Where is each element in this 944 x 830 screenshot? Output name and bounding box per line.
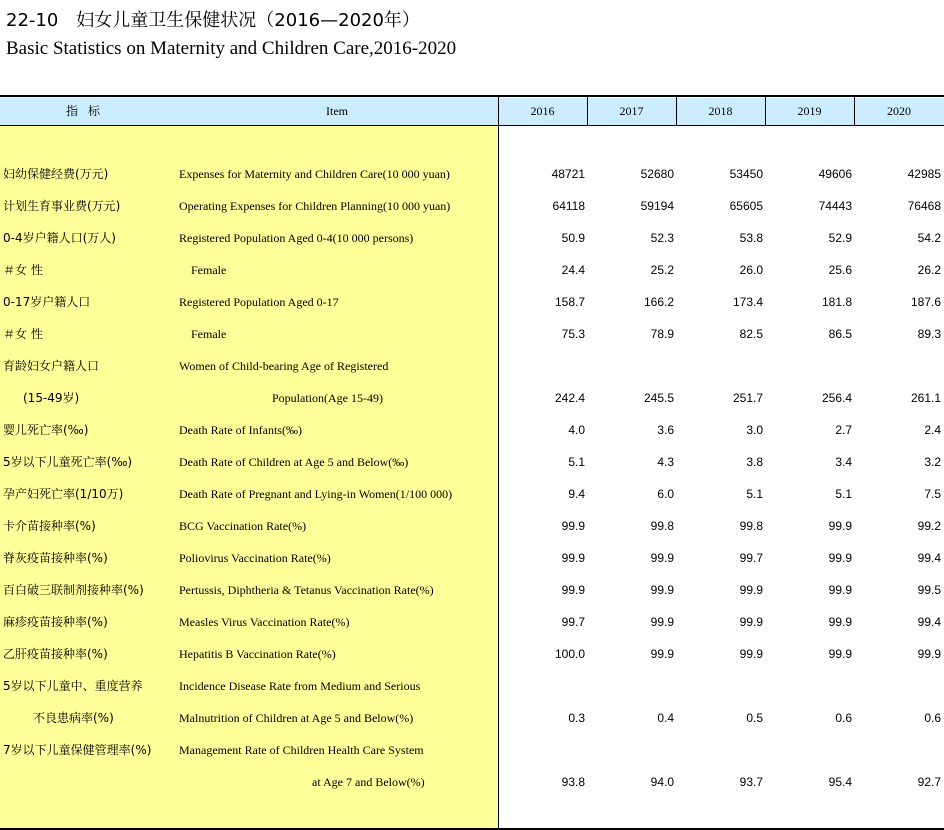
value-cell: 24.4 <box>561 263 585 277</box>
value-cell: 2.4 <box>924 423 941 437</box>
value-cell: 93.8 <box>561 775 585 789</box>
value-cell: 42985 <box>907 167 941 181</box>
table-row <box>0 638 944 670</box>
indicator-cn: (15-49岁) <box>23 391 80 405</box>
item-en: Female <box>191 263 227 277</box>
table-row <box>0 766 944 798</box>
value-cell: 48721 <box>551 167 585 181</box>
table-row <box>0 222 944 254</box>
indicator-cn: 7岁以下儿童保健管理率(%) <box>3 743 152 757</box>
value-cell: 5.1 <box>568 455 585 469</box>
value-cell: 173.4 <box>732 295 763 309</box>
header-bottom-rule <box>0 125 944 126</box>
indicator-cn: 0-4岁户籍人口(万人) <box>3 231 116 245</box>
item-en: Registered Population Aged 0-17 <box>179 295 339 309</box>
table-row <box>0 478 944 510</box>
value-cell: 89.3 <box>917 327 941 341</box>
table-row <box>0 670 944 702</box>
item-en: Poliovirus Vaccination Rate(%) <box>179 551 331 565</box>
value-cell: 99.9 <box>561 519 585 533</box>
value-cell: 100.0 <box>554 647 585 661</box>
value-cell <box>505 734 585 766</box>
table-row <box>0 286 944 318</box>
value-cell: 99.9 <box>828 551 852 565</box>
header-year: 2018 <box>708 104 733 118</box>
value-cell: 99.7 <box>739 551 763 565</box>
indicator-cn: ＃女 性 <box>3 263 43 277</box>
value-cell: 74443 <box>818 199 852 213</box>
header-year: 2019 <box>797 104 822 118</box>
value-cell: 99.7 <box>561 615 585 629</box>
statistics-table <box>0 95 944 830</box>
table-row <box>0 510 944 542</box>
indicator-cn: 孕产妇死亡率(1/10万) <box>3 487 124 501</box>
value-cell: 0.6 <box>924 711 941 725</box>
indicator-cn: 不良患病率(%) <box>33 711 114 725</box>
value-cell: 93.7 <box>739 775 763 789</box>
value-cell: 76468 <box>907 199 941 213</box>
header-year: 2016 <box>530 104 555 118</box>
value-cell: 99.9 <box>828 647 852 661</box>
value-cell: 59194 <box>640 199 674 213</box>
value-cell <box>861 670 941 702</box>
indicator-cn: 5岁以下儿童死亡率(‰) <box>3 455 133 469</box>
value-cell: 0.5 <box>746 711 763 725</box>
value-cell: 52680 <box>640 167 674 181</box>
value-cell: 99.9 <box>650 647 674 661</box>
value-cell <box>861 350 941 382</box>
value-cell: 82.5 <box>739 327 763 341</box>
value-cell: 92.7 <box>917 775 941 789</box>
item-en: Expenses for Maternity and Children Care(10 000 yuan) <box>179 167 450 181</box>
item-en: BCG Vaccination Rate(%) <box>179 519 307 533</box>
value-cell: 94.0 <box>650 775 674 789</box>
table-row <box>0 254 944 286</box>
table-top-rule <box>0 95 944 97</box>
indicator-cn: 计划生育事业费(万元) <box>3 199 121 213</box>
value-cell: 99.9 <box>561 583 585 597</box>
table-row <box>0 574 944 606</box>
indicator-cn: 卡介苗接种率(%) <box>3 519 96 533</box>
table-row <box>0 606 944 638</box>
table-row <box>0 702 944 734</box>
value-cell: 7.5 <box>924 487 941 501</box>
table-row <box>0 318 944 350</box>
value-cell: 99.9 <box>739 647 763 661</box>
item-en: Measles Virus Vaccination Rate(%) <box>179 615 350 629</box>
value-cell: 95.4 <box>828 775 852 789</box>
item-en: Pertussis, Diphtheria & Tetanus Vaccination Rate(%) <box>179 583 434 597</box>
table-row <box>0 734 944 766</box>
value-cell <box>683 350 763 382</box>
value-cell <box>505 350 585 382</box>
value-cell: 3.2 <box>924 455 941 469</box>
header-indicator: 指标 <box>65 104 110 118</box>
indicator-cn: 5岁以下儿童中、重度营养 <box>3 679 143 693</box>
value-cell: 99.9 <box>917 647 941 661</box>
value-cell: 99.9 <box>561 551 585 565</box>
item-en: Registered Population Aged 0-4(10 000 persons) <box>179 231 414 245</box>
value-cell: 3.6 <box>657 423 674 437</box>
value-cell: 99.8 <box>739 519 763 533</box>
value-cell: 5.1 <box>835 487 852 501</box>
value-cell <box>683 734 763 766</box>
value-cell: 187.6 <box>910 295 941 309</box>
value-cell: 99.9 <box>650 615 674 629</box>
header-year: 2017 <box>619 104 644 118</box>
value-cell: 49606 <box>818 167 852 181</box>
value-cell: 99.5 <box>917 583 941 597</box>
value-cell: 64118 <box>552 199 585 213</box>
value-cell: 166.2 <box>643 295 674 309</box>
value-cell: 158.7 <box>554 295 585 309</box>
value-cell: 261.1 <box>910 391 941 405</box>
value-cell: 65605 <box>729 199 763 213</box>
value-cell: 256.4 <box>821 391 852 405</box>
item-en: Malnutrition of Children at Age 5 and Below(%) <box>179 711 414 725</box>
value-cell: 26.2 <box>917 263 941 277</box>
value-cell: 99.4 <box>917 551 941 565</box>
value-cell: 99.9 <box>828 583 852 597</box>
indicator-cn: ＃女 性 <box>3 327 43 341</box>
value-cell: 99.9 <box>650 551 674 565</box>
value-cell: 245.5 <box>643 391 674 405</box>
value-cell: 99.4 <box>917 615 941 629</box>
indicator-cn: 百白破三联制剂接种率(%) <box>3 583 144 597</box>
value-cell: 0.4 <box>657 711 674 725</box>
value-cell: 4.0 <box>568 423 585 437</box>
item-en: Population(Age 15-49) <box>272 391 383 405</box>
item-en: Women of Child-bearing Age of Registered <box>179 359 389 373</box>
value-cell <box>772 350 852 382</box>
value-cell: 3.4 <box>835 455 852 469</box>
item-en: Death Rate of Children at Age 5 and Below(‰) <box>179 455 409 469</box>
value-cell: 181.8 <box>821 295 852 309</box>
item-en: Death Rate of Pregnant and Lying-in Women(1/100 000) <box>179 487 453 501</box>
value-cell: 99.9 <box>650 583 674 597</box>
value-cell <box>772 734 852 766</box>
value-cell: 99.9 <box>739 615 763 629</box>
indicator-cn: 0-17岁户籍人口 <box>3 295 91 309</box>
value-cell: 53.8 <box>739 231 763 245</box>
indicator-cn: 乙肝疫苗接种率(%) <box>3 647 108 661</box>
value-cell: 251.7 <box>732 391 763 405</box>
indicator-cn: 育龄妇女户籍人口 <box>3 359 100 373</box>
value-cell: 99.9 <box>828 615 852 629</box>
value-cell: 6.0 <box>657 487 674 501</box>
value-cell: 99.9 <box>828 519 852 533</box>
table-row <box>0 542 944 574</box>
value-cell <box>594 350 674 382</box>
value-cell: 50.9 <box>561 231 585 245</box>
item-en: Female <box>191 327 227 341</box>
value-cell: 0.6 <box>835 711 852 725</box>
value-cell <box>505 670 585 702</box>
value-cell: 0.3 <box>568 711 585 725</box>
value-cell: 78.9 <box>650 327 674 341</box>
value-cell: 9.4 <box>568 487 585 501</box>
item-en: Hepatitis B Vaccination Rate(%) <box>179 647 336 661</box>
value-cell: 4.3 <box>657 455 674 469</box>
value-cell <box>594 734 674 766</box>
table-row <box>0 158 944 190</box>
value-cell: 242.4 <box>554 391 585 405</box>
value-cell: 53450 <box>729 167 763 181</box>
table-row <box>0 190 944 222</box>
indicator-cn: 妇幼保健经费(万元) <box>3 167 109 181</box>
value-cell: 75.3 <box>561 327 585 341</box>
item-en: Death Rate of Infants(‰) <box>179 423 302 437</box>
page-title-chinese: 22-10 妇女儿童卫生保健状况（2016—2020年） <box>6 10 420 31</box>
item-en: Incidence Disease Rate from Medium and Serious <box>179 679 421 693</box>
indicator-cn: 脊灰疫苗接种率(%) <box>3 551 108 565</box>
value-cell: 2.7 <box>835 423 852 437</box>
value-cell: 3.8 <box>746 455 763 469</box>
value-cell: 3.0 <box>746 423 763 437</box>
value-cell <box>772 670 852 702</box>
value-cell: 99.2 <box>917 519 941 533</box>
value-cell <box>683 670 763 702</box>
item-en: at Age 7 and Below(%) <box>312 775 425 789</box>
header-year: 2020 <box>887 104 911 118</box>
value-cell <box>594 670 674 702</box>
value-cell: 25.6 <box>828 263 852 277</box>
value-cell: 86.5 <box>828 327 852 341</box>
value-cell: 99.9 <box>739 583 763 597</box>
table-row <box>0 446 944 478</box>
table-row <box>0 382 944 414</box>
value-cell: 5.1 <box>746 487 763 501</box>
table-row <box>0 350 944 382</box>
table-row <box>0 414 944 446</box>
item-en: Operating Expenses for Children Planning(10 000 yuan) <box>179 199 451 213</box>
item-en: Management Rate of Children Health Care System <box>179 743 424 757</box>
value-cell: 99.8 <box>650 519 674 533</box>
value-cell: 52.3 <box>650 231 674 245</box>
value-cell: 26.0 <box>739 263 763 277</box>
value-cell: 25.2 <box>650 263 674 277</box>
header-item: Item <box>326 104 348 118</box>
value-cell: 52.9 <box>828 231 852 245</box>
value-cell: 54.2 <box>917 231 941 245</box>
indicator-cn: 麻疹疫苗接种率(%) <box>3 615 108 629</box>
value-cell <box>861 734 941 766</box>
indicator-cn: 婴儿死亡率(‰) <box>3 423 89 437</box>
page-title-english: Basic Statistics on Maternity and Children Care,2016-2020 <box>6 38 457 59</box>
